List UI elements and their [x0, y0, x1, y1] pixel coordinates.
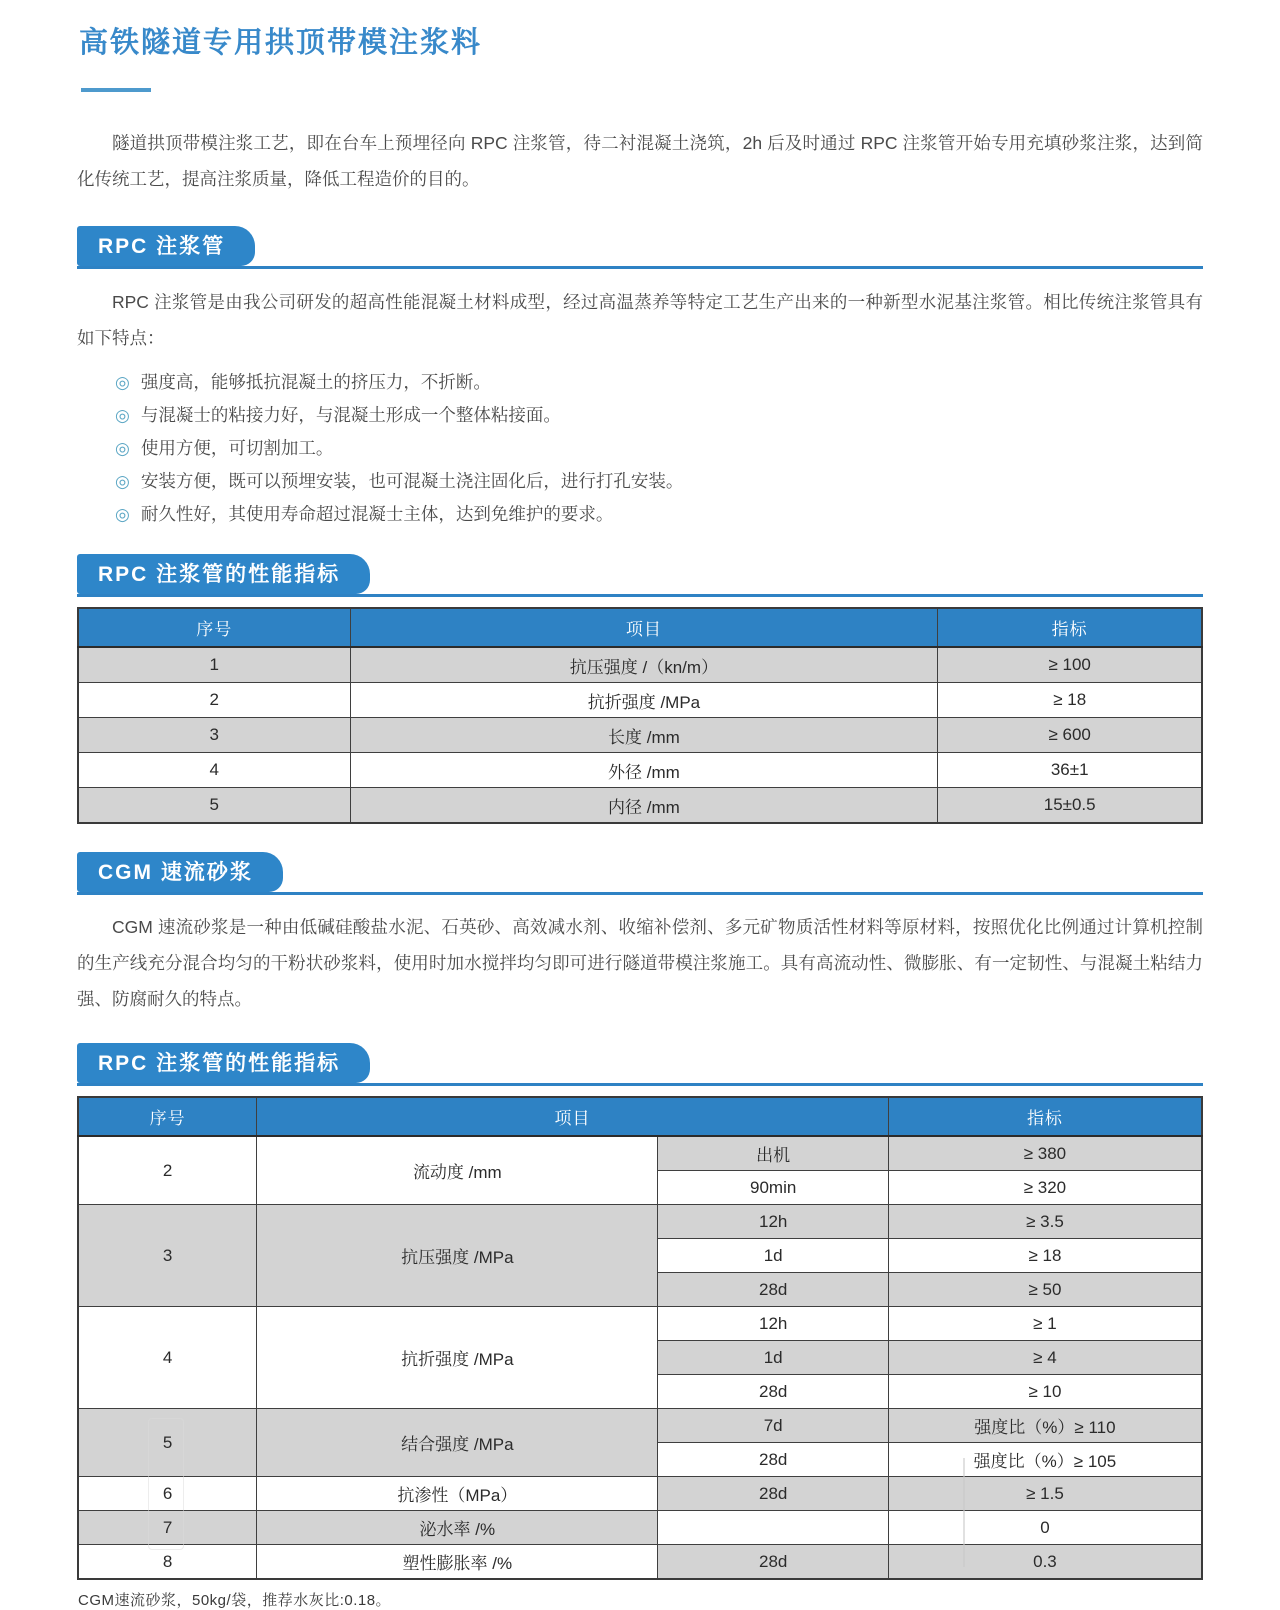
cell-spec: ≥ 600	[938, 718, 1202, 753]
cell-no: 7	[78, 1511, 257, 1545]
cell-spec: 36±1	[938, 753, 1202, 788]
ring-bullet-icon: ◎	[115, 505, 130, 524]
cell-item: 长度 /mm	[350, 718, 938, 753]
cell-condition: 1d	[658, 1341, 888, 1375]
cell-item: 抗压强度 /MPa	[257, 1205, 658, 1307]
feature-text: 使用方便，可切割加工。	[140, 438, 334, 458]
table-row	[78, 753, 1202, 788]
table-row	[78, 788, 1202, 824]
rpc-pipe-spec-table-wrap	[77, 607, 1203, 824]
cell-no: 5	[78, 788, 350, 824]
cell-no: 8	[78, 1545, 257, 1580]
cell-spec: ≥ 1.5	[888, 1477, 1202, 1511]
section-header-cgm	[77, 852, 1203, 895]
cell-spec: 强度比（%）≥ 105	[888, 1443, 1202, 1477]
cell-spec: ≥ 4	[888, 1341, 1202, 1375]
cell-spec: 强度比（%）≥ 110	[888, 1409, 1202, 1443]
section-header-rpc-pipe	[77, 226, 1203, 269]
cell-spec: ≥ 18	[938, 683, 1202, 718]
table-row	[78, 1205, 1202, 1239]
scan-artifact-line	[963, 1458, 965, 1567]
cell-spec: 15±0.5	[938, 788, 1202, 824]
feature-list	[77, 366, 1203, 531]
cell-condition: 7d	[658, 1409, 888, 1443]
table-row	[78, 1307, 1202, 1341]
list-item	[115, 399, 1203, 432]
table-row	[78, 1409, 1202, 1443]
cell-item: 结合强度 /MPa	[257, 1409, 658, 1477]
cell-no: 3	[78, 1205, 257, 1307]
cell-item: 外径 /mm	[350, 753, 938, 788]
col-header-spec: 指标	[888, 1097, 1202, 1136]
cell-spec: 0	[888, 1511, 1202, 1545]
table-row	[78, 683, 1202, 718]
cell-spec: ≥ 18	[888, 1239, 1202, 1273]
cell-item: 流动度 /mm	[257, 1136, 658, 1205]
cell-condition: 28d	[658, 1273, 888, 1307]
cell-condition: 12h	[658, 1205, 888, 1239]
cell-no: 1	[78, 647, 350, 683]
section-badge: RPC 注浆管的性能指标	[77, 554, 370, 594]
list-item	[115, 432, 1203, 465]
col-header-no: 序号	[78, 608, 350, 647]
cell-item: 抗折强度 /MPa	[350, 683, 938, 718]
table-row	[78, 1477, 1202, 1511]
table-row	[78, 1511, 1202, 1545]
cell-no: 2	[78, 683, 350, 718]
cell-spec: ≥ 100	[938, 647, 1202, 683]
cell-condition: 28d	[658, 1545, 888, 1580]
col-header-no: 序号	[78, 1097, 257, 1136]
table-row	[78, 1136, 1202, 1171]
cgm-paragraph: CGM 速流砂浆是一种由低碱硅酸盐水泥、石英砂、高效减水剂、收缩补偿剂、多元矿物质活性材料等原材料，按照优化比例通过计算机控制的生产线充分混合均匀的干粉状砂浆料，使用时加水搅拌均匀即可进行隧道带模注浆施工。具有高流动性、微膨胀、有一定韧性、与混凝土粘结力强、防腐耐久的特点。	[77, 917, 1203, 1009]
page-title: 高铁隧道专用拱顶带模注浆料	[79, 27, 483, 59]
cell-spec: 0.3	[888, 1545, 1202, 1580]
ring-bullet-icon: ◎	[115, 406, 130, 425]
cell-item: 泌水率 /%	[257, 1511, 658, 1545]
section-header-rpc-specs-1	[77, 554, 1203, 597]
section-badge: RPC 注浆管的性能指标	[77, 1043, 370, 1083]
cell-condition	[658, 1511, 888, 1545]
list-item	[115, 465, 1203, 498]
cell-item: 抗折强度 /MPa	[257, 1307, 658, 1409]
cell-condition: 出机	[658, 1136, 888, 1171]
rpc-pipe-paragraph: RPC 注浆管是由我公司研发的超高性能混凝土材料成型，经过高温蒸养等特定工艺生产出来的一种新型水泥基注浆管。相比传统注浆管具有如下特点：	[77, 292, 1203, 348]
ring-bullet-icon: ◎	[115, 439, 130, 458]
cgm-spec-table	[77, 1096, 1203, 1580]
rpc-pipe-spec-table	[77, 607, 1203, 824]
title-underline	[81, 88, 151, 92]
cgm-spec-table-wrap	[77, 1096, 1203, 1580]
cell-spec: ≥ 380	[888, 1136, 1202, 1171]
section-header-rpc-specs-2	[77, 1043, 1203, 1086]
cell-condition: 1d	[658, 1239, 888, 1273]
cell-condition: 90min	[658, 1171, 888, 1205]
cell-condition: 12h	[658, 1307, 888, 1341]
scan-artifact-ghost	[148, 1418, 184, 1550]
section-badge: CGM 速流砂浆	[77, 852, 283, 892]
ring-bullet-icon: ◎	[115, 373, 130, 392]
intro-paragraph: 隧道拱顶带模注浆工艺，即在台车上预埋径向 RPC 注浆管，待二衬混凝土浇筑，2h 后及时通过 RPC 注浆管开始专用充填砂浆注浆，达到简化传统工艺，提高注浆质量，降低工程造价的目的。	[77, 133, 1203, 189]
cell-condition: 28d	[658, 1443, 888, 1477]
cell-spec: ≥ 1	[888, 1307, 1202, 1341]
ring-bullet-icon: ◎	[115, 472, 130, 491]
table-header-row	[78, 608, 1202, 647]
cell-spec: ≥ 50	[888, 1273, 1202, 1307]
cell-item: 塑性膨胀率 /%	[257, 1545, 658, 1580]
cell-no: 6	[78, 1477, 257, 1511]
section-badge: RPC 注浆管	[77, 226, 255, 266]
table-row	[78, 1545, 1202, 1580]
feature-text: 安装方便，既可以预埋安装，也可混凝土浇注固化后，进行打孔安装。	[140, 471, 684, 491]
table-row	[78, 647, 1202, 683]
document-page	[0, 26, 1280, 1610]
cell-condition: 28d	[658, 1477, 888, 1511]
col-header-item: 项目	[257, 1097, 889, 1136]
cell-spec: ≥ 320	[888, 1171, 1202, 1205]
table-header-row	[78, 1097, 1202, 1136]
cell-no: 5	[78, 1409, 257, 1477]
cell-item: 内径 /mm	[350, 788, 938, 824]
cell-condition: 28d	[658, 1375, 888, 1409]
feature-text: 强度高，能够抵抗混凝土的挤压力，不折断。	[140, 372, 491, 392]
cell-no: 3	[78, 718, 350, 753]
table-row	[78, 718, 1202, 753]
cell-spec: ≥ 3.5	[888, 1205, 1202, 1239]
cell-item: 抗渗性（MPa）	[257, 1477, 658, 1511]
feature-text: 耐久性好，其使用寿命超过混凝士主体，达到免维护的要求。	[140, 504, 614, 524]
footnote: CGM速流砂浆，50kg/袋，推荐水灰比:0.18。	[78, 1592, 392, 1609]
cell-spec: ≥ 10	[888, 1375, 1202, 1409]
cell-no: 4	[78, 753, 350, 788]
list-item	[115, 498, 1203, 531]
col-header-spec: 指标	[938, 608, 1202, 647]
col-header-item: 项目	[350, 608, 938, 647]
cell-no: 4	[78, 1307, 257, 1409]
feature-text: 与混凝士的粘接力好，与混凝土形成一个整体粘接面。	[140, 405, 561, 425]
cell-item: 抗压强度 /（kn/m）	[350, 647, 938, 683]
list-item	[115, 366, 1203, 399]
cell-no: 2	[78, 1136, 257, 1205]
